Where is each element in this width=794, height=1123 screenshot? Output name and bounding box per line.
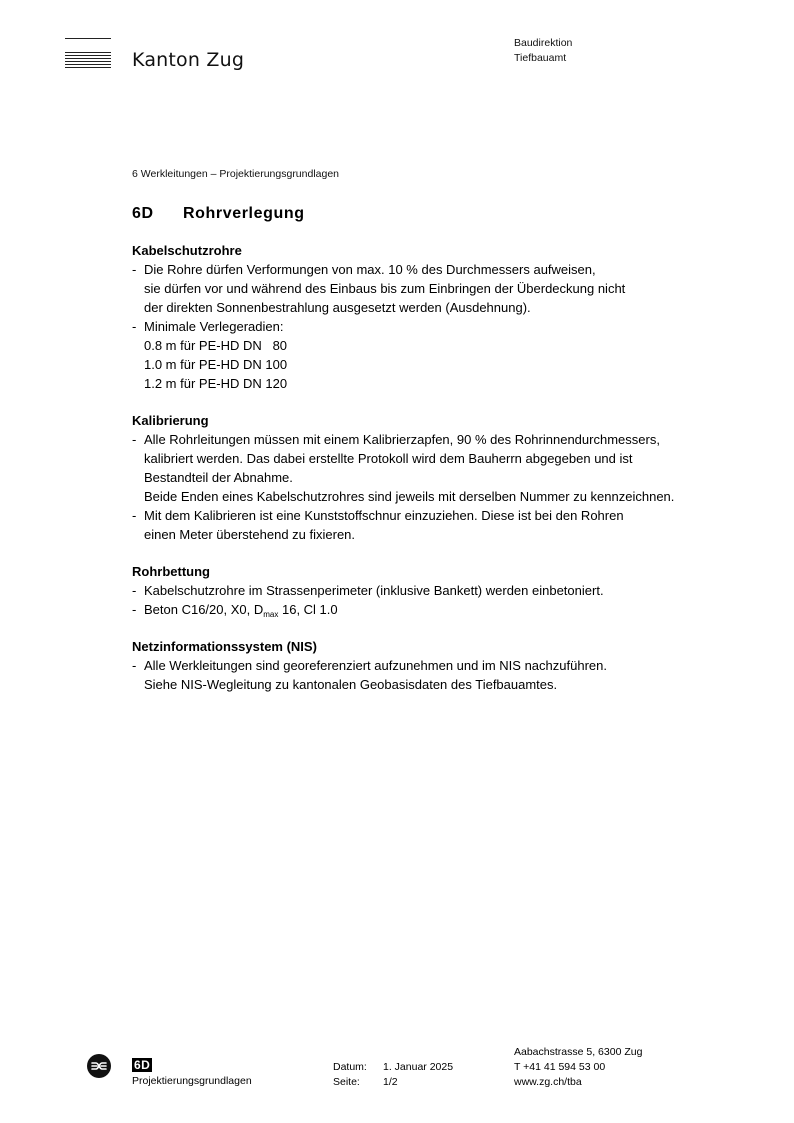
section-kalibrierung — [132, 411, 752, 544]
page-value: 1/2 — [383, 1076, 398, 1088]
website-link[interactable]: www.zg.ch/tba — [514, 1076, 582, 1088]
list-item — [132, 430, 752, 506]
text-line: Minimale Verlegeradien: — [144, 319, 284, 334]
bullet-dash: - — [132, 583, 137, 598]
footer-subtitle: Projektierungsgrundlagen — [132, 1075, 252, 1087]
text-line: kalibriert werden. Das dabei erstellte Protokoll wird dem Bauherrn abgegeben und ist — [144, 451, 633, 466]
canton-logo-icon — [65, 38, 111, 70]
bullet-dash: - — [132, 319, 137, 334]
text-line: 1.2 m für PE-HD DN 120 — [144, 376, 288, 391]
text-line: der direkten Sonnenbestrahlung ausgesetzt werden (Ausdehnung). — [144, 300, 531, 315]
section-heading: Rohrbettung — [132, 564, 210, 579]
page-label: Seite: — [333, 1076, 360, 1088]
text-line — [144, 600, 752, 619]
page-title — [132, 205, 305, 223]
date-label: Datum: — [333, 1061, 367, 1073]
section-heading: Kalibrierung — [132, 413, 209, 428]
concrete-spec-suffix: 16, Cl 1.0 — [278, 602, 338, 617]
chapter-badge: 6D — [134, 1058, 151, 1072]
text-line: 0.8 m für PE-HD DN 80 — [144, 338, 288, 353]
document-body — [132, 241, 752, 712]
section-nis — [132, 637, 752, 694]
concrete-spec-prefix: Beton C16/20, X0, D — [144, 602, 264, 617]
text-line: Beide Enden eines Kabelschutzrohres sind jeweils mit derselben Nummer zu kennzeichnen. — [144, 489, 675, 504]
list-item — [132, 581, 752, 600]
network-pipes-icon — [87, 1054, 111, 1078]
list-item — [132, 260, 752, 317]
section-heading: Netzinformationssystem (NIS) — [132, 639, 317, 654]
department-line: Baudirektion — [514, 37, 573, 49]
phone: T +41 41 594 53 00 — [514, 1061, 606, 1073]
text-line: Bestandteil der Abnahme. — [144, 470, 293, 485]
list-item — [132, 656, 752, 694]
section-heading: Kabelschutzrohre — [132, 243, 242, 258]
chapter-number: 6D — [132, 205, 154, 222]
breadcrumb: 6 Werkleitungen – Projektierungsgrundlagen — [132, 168, 340, 180]
section-rohrbettung — [132, 562, 752, 619]
text-line: einen Meter überstehend zu fixieren. — [144, 527, 356, 542]
footer-contact — [514, 1045, 642, 1090]
department-block — [514, 36, 572, 66]
list-item — [132, 317, 752, 393]
bullet-dash: - — [132, 508, 137, 523]
bullet-dash: - — [132, 432, 137, 447]
footer-meta — [333, 1060, 453, 1090]
text-line: Siehe NIS-Wegleitung zu kantonalen Geobasisdaten des Tiefbauamtes. — [144, 677, 558, 692]
text-line: 1.0 m für PE-HD DN 100 — [144, 357, 288, 372]
list-item-concrete-spec — [132, 600, 752, 619]
office-line: Tiefbauamt — [514, 52, 567, 64]
list-item — [132, 506, 752, 544]
text-line: Alle Rohrleitungen müssen mit einem Kalibrierzapfen, 90 % des Rohrinnendurchmessers, — [144, 432, 660, 447]
address: Aabachstrasse 5, 6300 Zug — [514, 1046, 643, 1058]
organization-name: Kanton Zug — [132, 49, 245, 71]
bullet-dash: - — [132, 602, 137, 617]
chapter-title: Rohrverlegung — [183, 205, 305, 222]
text-line: Die Rohre dürfen Verformungen von max. 10 % des Durchmessers aufweisen, — [144, 262, 596, 277]
bullet-dash: - — [132, 658, 137, 673]
text-line: Mit dem Kalibrieren ist eine Kunststoffschnur einzuziehen. Diese ist bei den Rohren — [144, 508, 624, 523]
section-kabelschutzrohre — [132, 241, 752, 393]
text-line: Kabelschutzrohre im Strassenperimeter (inklusive Bankett) werden einbetoniert. — [144, 583, 604, 598]
date-value: 1. Januar 2025 — [383, 1061, 454, 1073]
text-line: sie dürfen vor und während des Einbaus bis zum Einbringen der Überdeckung nicht — [144, 281, 626, 296]
subscript-max: max — [263, 610, 279, 619]
bullet-dash: - — [132, 262, 137, 277]
text-line: Alle Werkleitungen sind georeferenziert aufzunehmen und im NIS nachzuführen. — [144, 658, 607, 673]
